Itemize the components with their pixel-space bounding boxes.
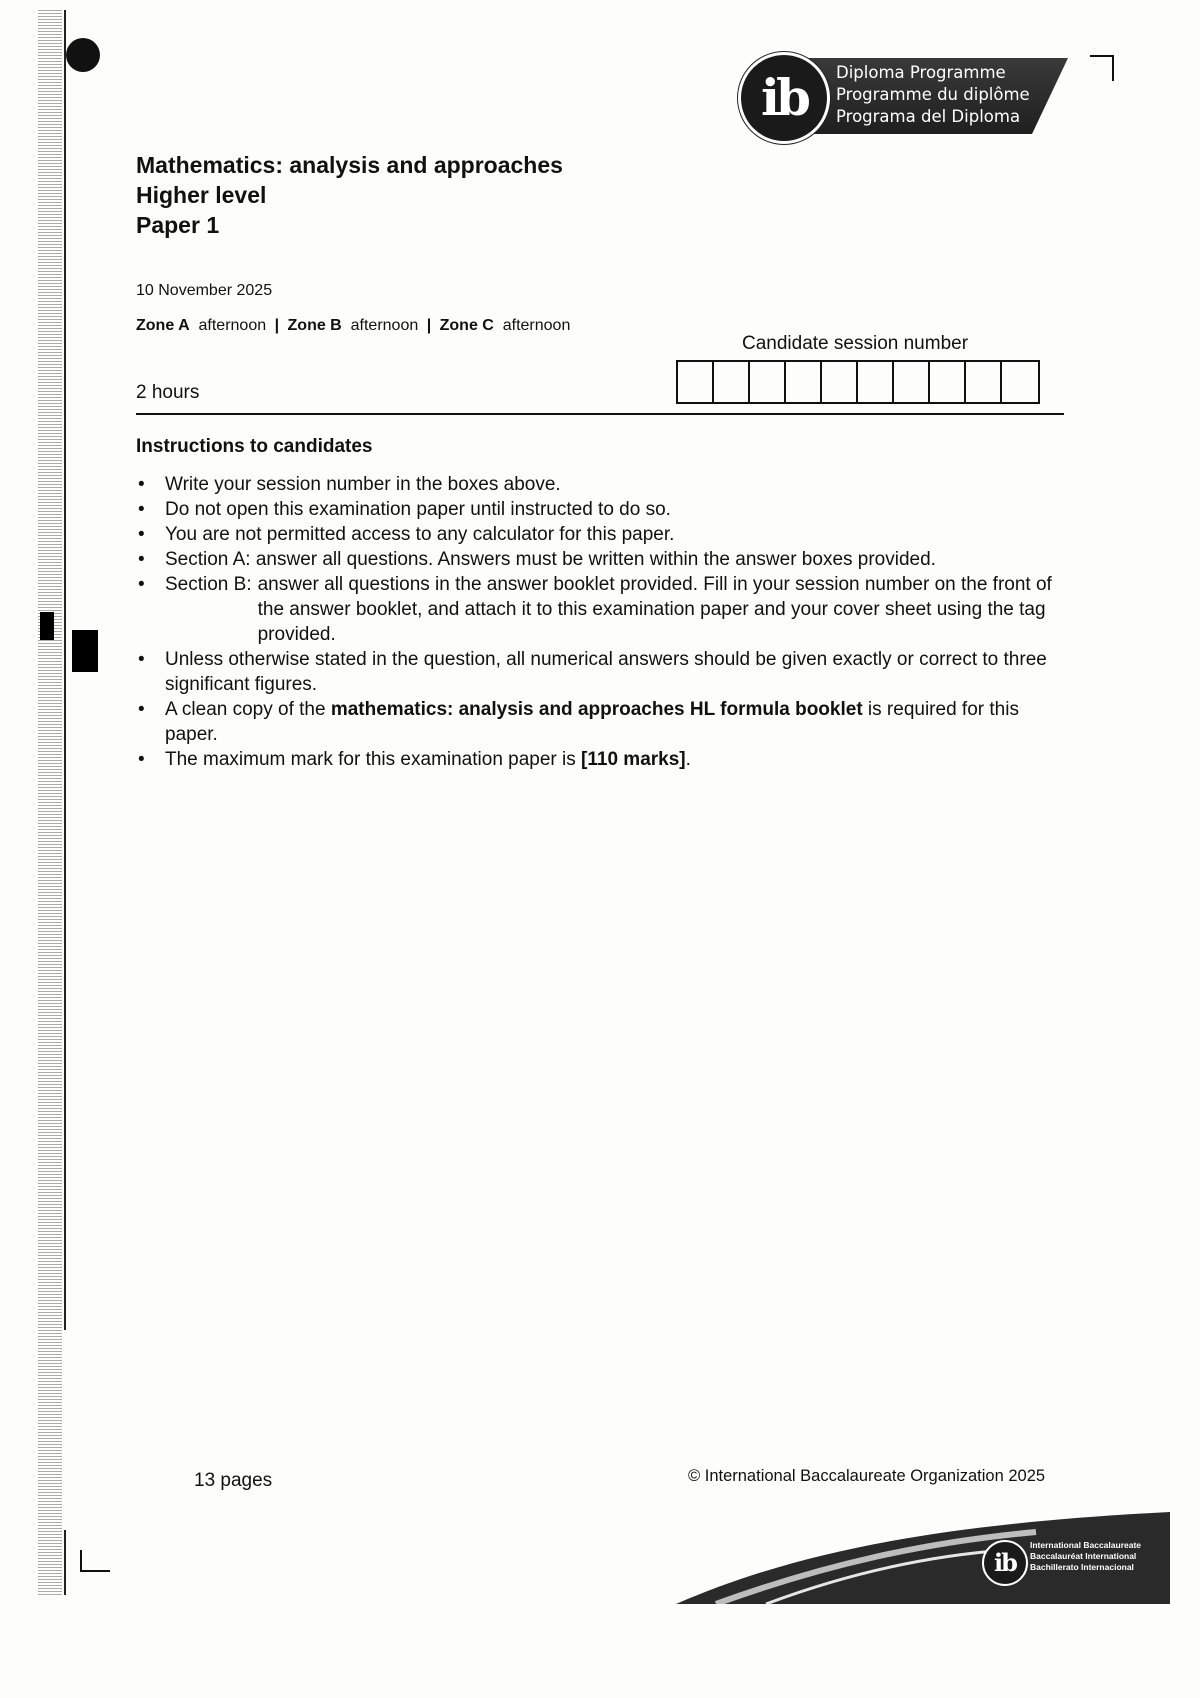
session-digit-box[interactable] (966, 362, 1002, 402)
formula-booklet-name: mathematics: analysis and approaches HL formula booklet (330, 699, 863, 720)
scan-edge-strip (38, 10, 62, 1595)
logo-text (836, 62, 1030, 128)
instructions-heading: Instructions to candidates (136, 436, 373, 457)
ib-logo-mark: ib (738, 52, 830, 144)
session-digit-box[interactable] (1002, 362, 1038, 402)
logo-line-fr: Programme du diplôme (836, 85, 1030, 104)
max-mark-post: . (685, 749, 691, 770)
session-digit-box[interactable] (714, 362, 750, 402)
max-mark-pre: The maximum mark for this examination paper is (165, 749, 582, 770)
footer-org-names (1030, 1540, 1141, 1573)
session-number-label: Candidate session number (742, 333, 969, 354)
zone-separator: | (274, 317, 280, 334)
instruction-item: • Unless otherwise stated in the question, all numerical answers should be given exactly or correct to three significant figures. (136, 647, 1076, 697)
exam-duration: 2 hours (136, 382, 200, 403)
instruction-item-max-mark (136, 747, 1076, 772)
copyright-notice: © International Baccalaureate Organization 2025 (688, 1467, 1046, 1485)
footer-ib-mark: ib (982, 1540, 1028, 1586)
crop-mark-bottom-left (80, 1550, 110, 1572)
org-name-en: International Baccalaureate (1030, 1540, 1142, 1550)
page-count: 13 pages (194, 1470, 273, 1491)
scan-mark-large (72, 630, 98, 672)
session-digit-box[interactable] (894, 362, 930, 402)
session-digit-box[interactable] (822, 362, 858, 402)
instruction-item-formula (136, 697, 1076, 747)
level-title: Higher level (136, 182, 267, 208)
instructions-list (136, 472, 1076, 772)
exam-title (136, 150, 563, 240)
section-b-text: answer all questions in the answer booklet provided. Fill in your session number on the front of the answer booklet, and attach it to this examination paper and your cover sheet using the tag provided. (257, 574, 1052, 645)
session-digit-box[interactable] (678, 362, 714, 402)
zone-c-time: afternoon (502, 317, 571, 334)
zone-b-time: afternoon (350, 317, 419, 334)
org-name-fr: Baccalauréat International (1030, 1551, 1137, 1561)
scan-margin-line (64, 10, 66, 1330)
section-b-tag: • Section B: (165, 574, 252, 595)
org-name-es: Bachillerato Internacional (1030, 1562, 1134, 1572)
footer-ib-banner (676, 1512, 1170, 1604)
instruction-item: • Do not open this examination paper until instructed to do so. (136, 497, 1076, 522)
logo-line-en: Diploma Programme (836, 63, 1006, 82)
zone-a-time: afternoon (198, 317, 267, 334)
scan-mark-small (40, 612, 54, 640)
logo-line-es: Programa del Diploma (836, 107, 1021, 126)
session-digit-box[interactable] (858, 362, 894, 402)
zone-separator: | (426, 317, 432, 334)
session-digit-box[interactable] (786, 362, 822, 402)
instruction-item-section-b (136, 572, 1076, 647)
session-digit-box[interactable] (930, 362, 966, 402)
zone-b-label: Zone B (287, 317, 342, 334)
subject-title: Mathematics: analysis and approaches (136, 152, 563, 178)
zone-times (136, 317, 570, 335)
header-divider (136, 413, 1064, 415)
session-number-boxes (676, 360, 1040, 404)
paper-title: Paper 1 (136, 212, 220, 238)
max-mark-value: [110 marks] (581, 749, 686, 770)
session-digit-box[interactable] (750, 362, 786, 402)
formula-text-post: is required for this paper. (165, 699, 1019, 745)
instruction-item: • Write your session number in the boxes above. (136, 472, 1076, 497)
formula-text-pre: A clean copy of the (165, 699, 331, 720)
exam-date: 10 November 2025 (136, 282, 273, 299)
crop-mark-top-right (1090, 55, 1114, 81)
ib-diploma-logo (738, 52, 1068, 140)
punch-hole (66, 38, 100, 72)
scan-margin-line-lower (64, 1530, 66, 1595)
instruction-item: • Section A: answer all questions. Answers must be written within the answer boxes provided. (136, 547, 1076, 572)
zone-c-label: Zone C (439, 317, 494, 334)
zone-a-label: Zone A (136, 317, 190, 334)
instruction-item: • You are not permitted access to any calculator for this paper. (136, 522, 1076, 547)
